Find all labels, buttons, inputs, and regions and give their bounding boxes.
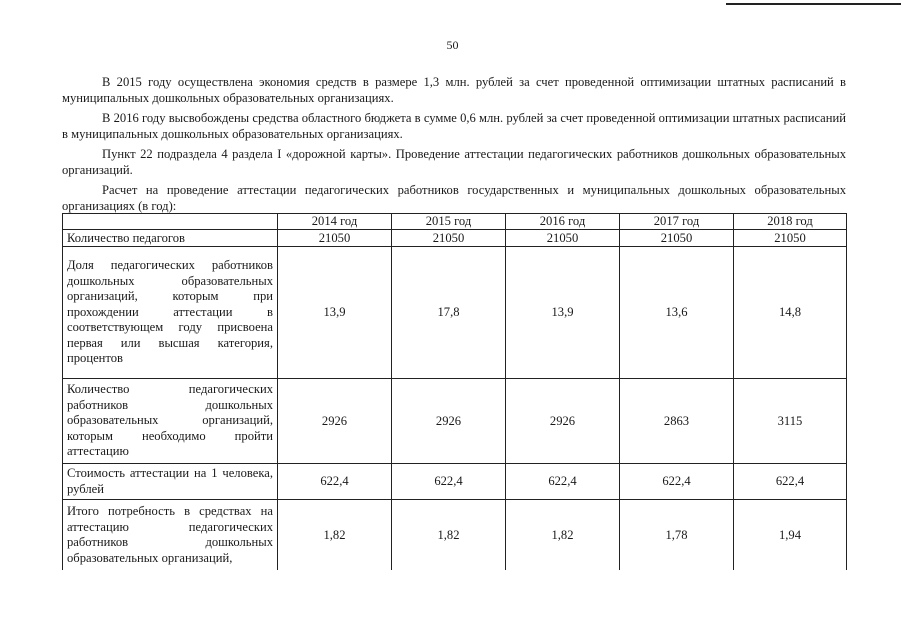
cell-value: 1,94 <box>734 500 847 571</box>
table-row <box>63 379 847 464</box>
paragraph-roadmap-item: Пункт 22 подраздела 4 раздела I «дорожной карты». Проведение аттестации педагогических работников дошкольных образовательных организаций. <box>62 147 846 177</box>
header-year: 2016 год <box>506 214 620 230</box>
row-label: Стоимость аттестации на 1 человека, рублей <box>63 464 278 500</box>
table-row <box>63 464 847 500</box>
cell-value: 2863 <box>620 379 734 464</box>
paragraph-calculation-intro: Расчет на проведение аттестации педагогических работников государственных и муниципальных дошкольных образовательных организациях (в год): <box>62 183 846 213</box>
paragraph-released-2016: В 2016 году высвобождены средства областного бюджета в сумме 0,6 млн. рублей за счет проведенной оптимизации штатных расписаний в муниципальных дошкольных образовательных организациях. <box>62 111 846 141</box>
header-blank-cell <box>63 214 278 230</box>
cell-value: 21050 <box>278 230 392 247</box>
cell-value: 622,4 <box>620 464 734 500</box>
cell-value: 13,6 <box>620 247 734 379</box>
cell-value: 622,4 <box>734 464 847 500</box>
cell-value: 1,82 <box>278 500 392 571</box>
cell-value: 2926 <box>506 379 620 464</box>
header-year: 2017 год <box>620 214 734 230</box>
row-label: Количество педагогических работников дошкольных образовательных организаций, которым необходимо пройти аттестацию <box>63 379 278 464</box>
attestation-table <box>62 213 847 570</box>
table-row <box>63 247 847 379</box>
header-year: 2014 год <box>278 214 392 230</box>
cell-value: 13,9 <box>278 247 392 379</box>
cell-value: 1,78 <box>620 500 734 571</box>
cell-value: 2926 <box>278 379 392 464</box>
cell-value: 13,9 <box>506 247 620 379</box>
row-label: Количество педагогов <box>63 230 278 247</box>
top-rule <box>726 3 901 5</box>
cell-value: 21050 <box>620 230 734 247</box>
header-year: 2015 год <box>392 214 506 230</box>
paragraph-economy-2015: В 2015 году осуществлена экономия средств в размере 1,3 млн. рублей за счет проведенной оптимизации штатных расписаний в муниципальных дошкольных образовательных организациях. <box>62 75 846 105</box>
cell-value: 21050 <box>506 230 620 247</box>
row-label: Доля педагогических работников дошкольных образовательных организаций, которым при прохождении аттестации в соответствующем году присвоена первая или высшая категория, процентов <box>63 247 278 379</box>
cell-value: 622,4 <box>392 464 506 500</box>
table-row <box>63 500 847 571</box>
cell-value: 622,4 <box>506 464 620 500</box>
header-year: 2018 год <box>734 214 847 230</box>
row-label: Итого потребность в средствах на аттестацию педагогических работников дошкольных образовательных организаций, <box>63 500 278 571</box>
page-number: 50 <box>446 38 459 52</box>
cell-value: 622,4 <box>278 464 392 500</box>
cell-value: 21050 <box>734 230 847 247</box>
cell-value: 17,8 <box>392 247 506 379</box>
cell-value: 3115 <box>734 379 847 464</box>
cell-value: 21050 <box>392 230 506 247</box>
cell-value: 1,82 <box>506 500 620 571</box>
cell-value: 2926 <box>392 379 506 464</box>
cell-value: 1,82 <box>392 500 506 571</box>
table-row <box>63 230 847 247</box>
cell-value: 14,8 <box>734 247 847 379</box>
table-header-row <box>63 214 847 230</box>
